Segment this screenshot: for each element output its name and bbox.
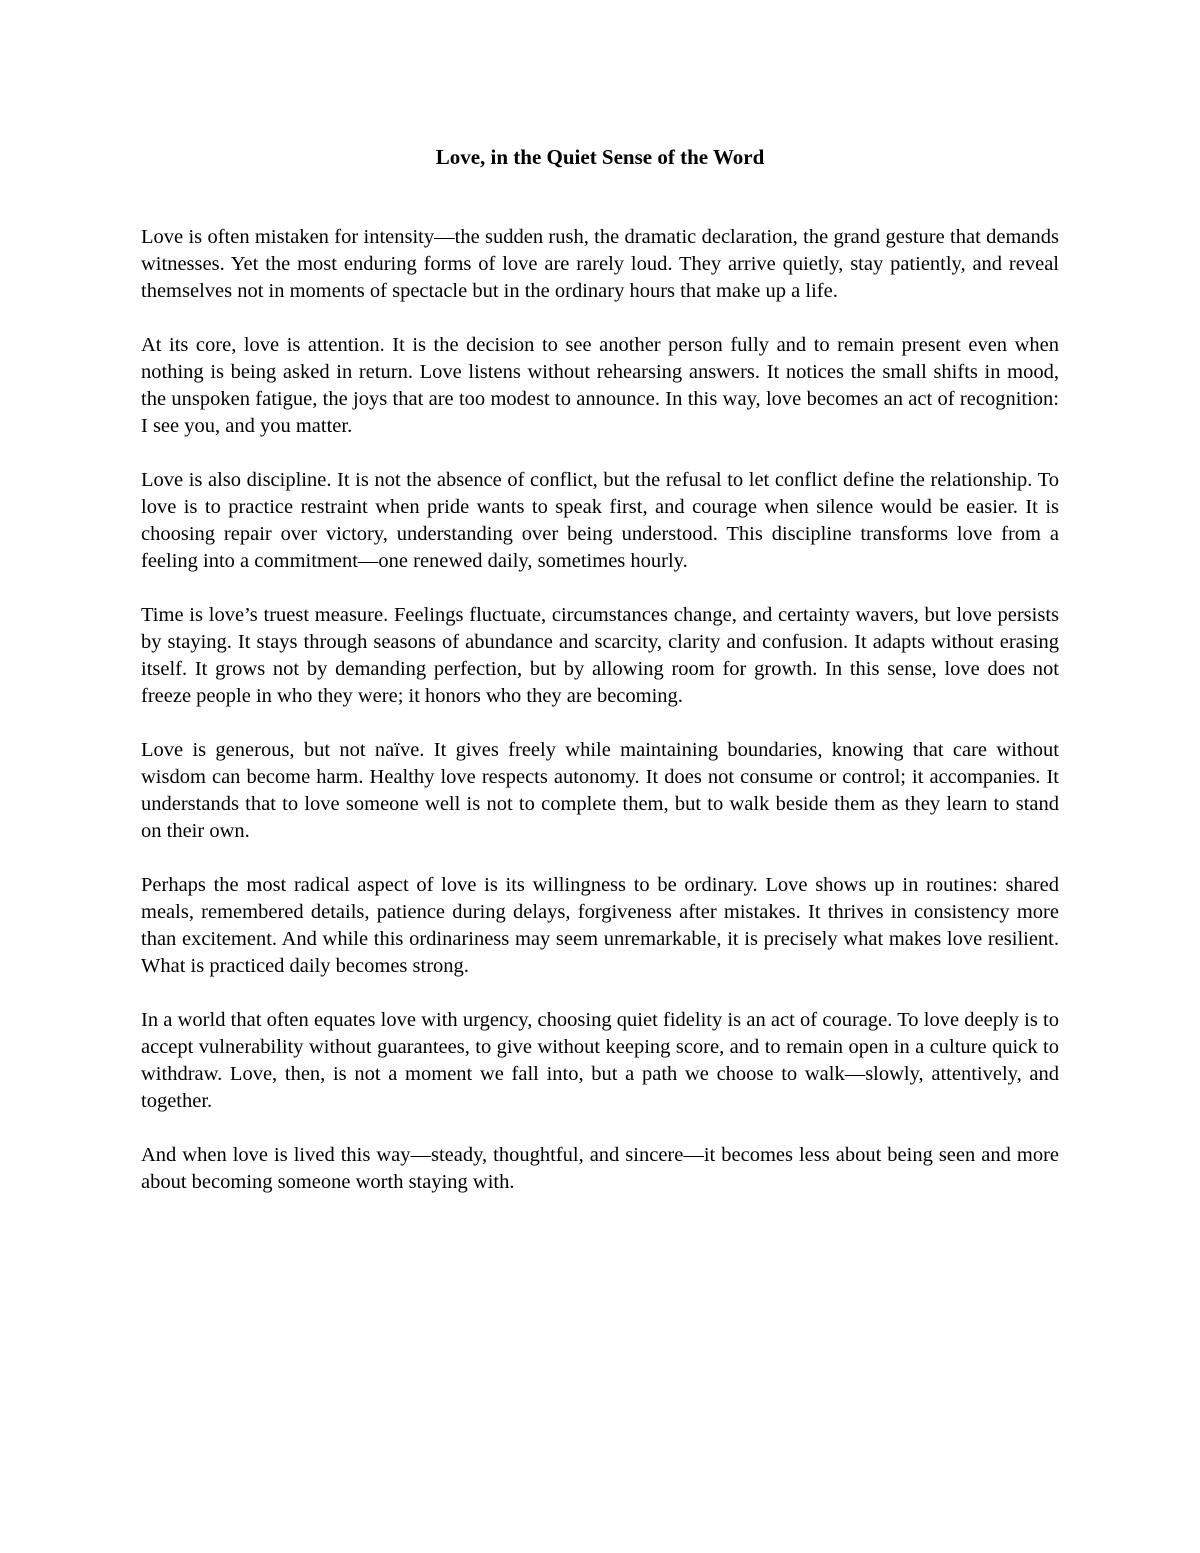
paragraph: Love is also discipline. It is not the absence of conflict, but the refusal to let conflict define the relationship. To love is to practice restraint when pride wants to speak first, and courage when silence would be easier. It is choosing repair over victory, understanding over being understood. This discipline transforms love from a feeling into a commitment—one renewed daily, sometimes hourly.: [141, 469, 1059, 572]
paragraph: Perhaps the most radical aspect of love is its willingness to be ordinary. Love shows up in routines: shared meals, remembered details, patience during delays, forgiveness after mistakes. It thrives in consistency more than excitement. And while this ordinariness may seem unremarkable, it is precisely what makes love resilient. What is practiced daily becomes strong.: [141, 874, 1059, 977]
paragraph: And when love is lived this way—steady, thoughtful, and sincere—it becomes less about being seen and more about becoming someone worth staying with.: [141, 1144, 1059, 1193]
page-title: Love, in the Quiet Sense of the Word: [435, 145, 765, 169]
document-body: [141, 224, 1059, 1223]
paragraph: In a world that often equates love with urgency, choosing quiet fidelity is an act of courage. To love deeply is to accept vulnerability without guarantees, to give without keeping score, and to remain open in a culture quick to withdraw. Love, then, is not a moment we fall into, but a path we choose to walk—slowly, attentively, and together.: [141, 1009, 1059, 1112]
paragraph: At its core, love is attention. It is the decision to see another person fully and to remain present even when nothing is being asked in return. Love listens without rehearsing answers. It notices the small shifts in mood, the unspoken fatigue, the joys that are too modest to announce. In this way, love becomes an act of recognition: I see you, and you matter.: [141, 334, 1059, 437]
paragraph: Love is often mistaken for intensity—the sudden rush, the dramatic declaration, the grand gesture that demands witnesses. Yet the most enduring forms of love are rarely loud. They arrive quietly, stay patiently, and reveal themselves not in moments of spectacle but in the ordinary hours that make up a life.: [141, 226, 1059, 302]
paragraph: Time is love’s truest measure. Feelings fluctuate, circumstances change, and certainty wavers, but love persists by staying. It stays through seasons of abundance and scarcity, clarity and confusion. It adapts without erasing itself. It grows not by demanding perfection, but by allowing room for growth. In this sense, love does not freeze people in who they were; it honors who they are becoming.: [141, 604, 1059, 707]
paragraph: Love is generous, but not naïve. It gives freely while maintaining boundaries, knowing that care without wisdom can become harm. Healthy love respects autonomy. It does not consume or control; it accompanies. It understands that to love someone well is not to complete them, but to walk beside them as they learn to stand on their own.: [141, 739, 1059, 842]
